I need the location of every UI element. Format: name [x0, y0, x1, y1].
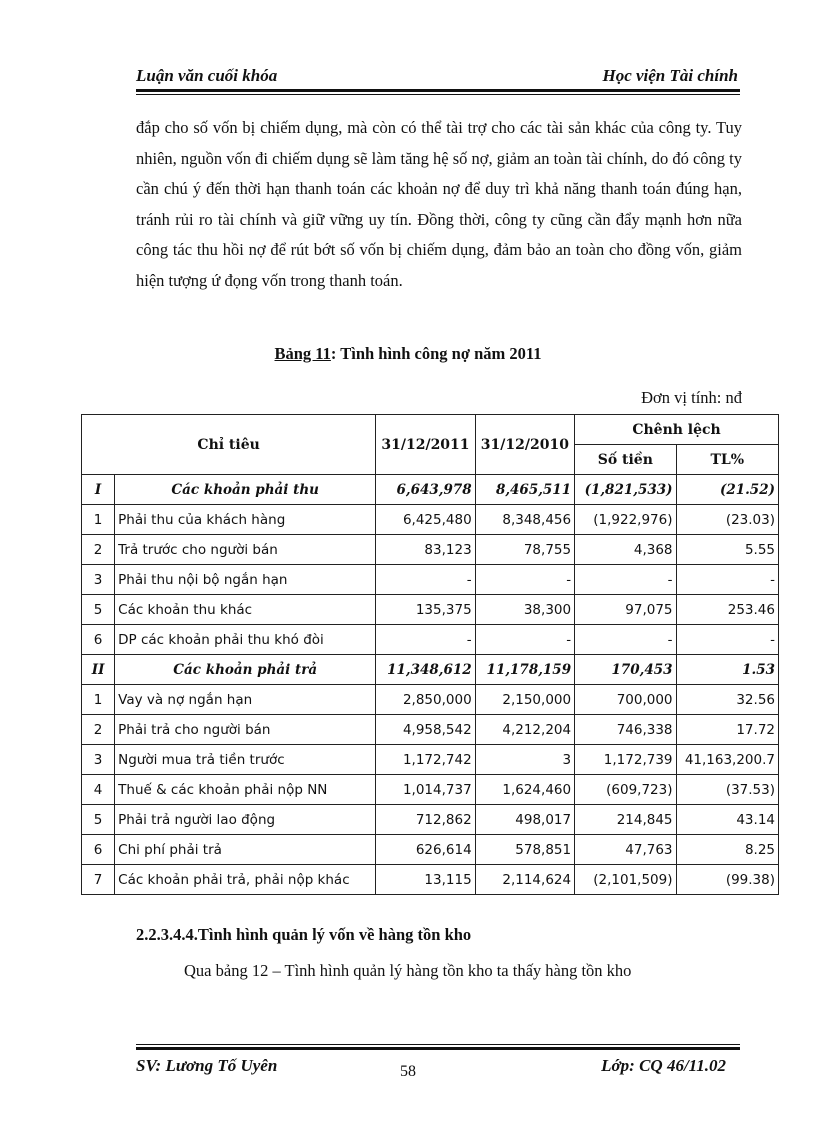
row-value-2010: 3 — [475, 745, 574, 775]
row-value-2011: 6,643,978 — [376, 475, 475, 505]
row-difference-amount: 4,368 — [575, 535, 676, 565]
body-paragraph: đắp cho số vốn bị chiếm dụng, mà còn có thể tài trợ cho các tài sản khác của công ty. Tuy nhiên, nguồn vốn đi chiếm dụng sẽ làm tăng hệ số nợ, giảm an toàn tài chính, do đó công ty cần chú ý đến thời hạn thanh toán các khoản nợ để duy trì khả năng thanh toán đúng hạn, tránh rủi ro tài chính và giữ vững uy tín. Đồng thời, công ty cũng cần đẩy mạnh hơn nữa công tác thu hồi nợ để rút bớt số vốn bị chiếm dụng, đảm bảo an toàn cho đồng vốn, giảm hiện tượng ứ đọng vốn trong thanh toán. — [136, 118, 742, 290]
header-difference: Chênh lệch — [575, 415, 779, 445]
table-unit-note: Đơn vị tính: nđ — [641, 388, 742, 407]
row-number: 3 — [82, 745, 115, 775]
table-row — [82, 745, 779, 775]
table-row — [82, 805, 779, 835]
header-percent: TL% — [676, 445, 778, 475]
row-indicator: Chi phí phải trả — [115, 835, 376, 865]
row-value-2011: 2,850,000 — [376, 685, 475, 715]
table-caption-label: Bảng 11 — [274, 344, 331, 363]
row-difference-percent: 32.56 — [676, 685, 778, 715]
row-difference-percent: (23.03) — [676, 505, 778, 535]
row-value-2010: 11,178,159 — [475, 655, 574, 685]
row-value-2011: 11,348,612 — [376, 655, 475, 685]
footer-rule-thick — [136, 1047, 740, 1050]
table-row — [82, 685, 779, 715]
row-value-2010: 4,212,204 — [475, 715, 574, 745]
header-rule-thin — [136, 94, 740, 95]
row-difference-percent: 43.14 — [676, 805, 778, 835]
table-row — [82, 595, 779, 625]
row-number: 4 — [82, 775, 115, 805]
row-difference-amount: 1,172,739 — [575, 745, 676, 775]
table-row — [82, 865, 779, 895]
table-row — [82, 835, 779, 865]
row-value-2010: 498,017 — [475, 805, 574, 835]
row-difference-amount: 746,338 — [575, 715, 676, 745]
footer-student: SV: Lương Tố Uyên — [136, 1056, 278, 1075]
footer-rule-thin — [136, 1044, 740, 1045]
table-caption — [0, 344, 816, 364]
row-number: 2 — [82, 715, 115, 745]
row-difference-amount: 214,845 — [575, 805, 676, 835]
table-row — [82, 505, 779, 535]
row-difference-percent: (21.52) — [676, 475, 778, 505]
row-value-2010: 38,300 — [475, 595, 574, 625]
row-difference-percent: 5.55 — [676, 535, 778, 565]
row-indicator: Các khoản phải thu — [115, 475, 376, 505]
header-thesis-title: Luận văn cuối khóa — [136, 66, 278, 85]
row-indicator: Vay và nợ ngắn hạn — [115, 685, 376, 715]
table-row — [82, 535, 779, 565]
page-header — [136, 66, 738, 86]
row-difference-percent: 41,163,200.7 — [676, 745, 778, 775]
row-number: I — [82, 475, 115, 505]
row-indicator: Thuế & các khoản phải nộp NN — [115, 775, 376, 805]
row-number: II — [82, 655, 115, 685]
row-indicator: Các khoản thu khác — [115, 595, 376, 625]
row-number: 2 — [82, 535, 115, 565]
row-value-2011: 1,014,737 — [376, 775, 475, 805]
row-value-2010: 578,851 — [475, 835, 574, 865]
row-value-2010: 8,465,511 — [475, 475, 574, 505]
header-2011: 31/12/2011 — [376, 415, 475, 475]
header-2010: 31/12/2010 — [475, 415, 574, 475]
row-value-2010: 2,114,624 — [475, 865, 574, 895]
table-row — [82, 715, 779, 745]
row-difference-percent: 8.25 — [676, 835, 778, 865]
row-value-2010: - — [475, 565, 574, 595]
row-difference-amount: (1,922,976) — [575, 505, 676, 535]
row-number: 6 — [82, 835, 115, 865]
row-number: 7 — [82, 865, 115, 895]
row-indicator: Phải thu của khách hàng — [115, 505, 376, 535]
row-difference-amount: - — [575, 565, 676, 595]
row-difference-percent: (37.53) — [676, 775, 778, 805]
table-row — [82, 655, 779, 685]
row-value-2010: - — [475, 625, 574, 655]
footer-page-number: 58 — [400, 1063, 416, 1080]
row-value-2011: 1,172,742 — [376, 745, 475, 775]
row-value-2011: 83,123 — [376, 535, 475, 565]
body-paragraph-2: Qua bảng 12 – Tình hình quản lý hàng tồn kho ta thấy hàng tồn kho — [184, 961, 632, 980]
row-difference-amount: 170,453 — [575, 655, 676, 685]
header-amount: Số tiền — [575, 445, 676, 475]
row-indicator: Phải trả người lao động — [115, 805, 376, 835]
header-rule-thick — [136, 89, 740, 92]
row-value-2011: 13,115 — [376, 865, 475, 895]
row-number: 3 — [82, 565, 115, 595]
row-difference-percent: 17.72 — [676, 715, 778, 745]
debt-status-table — [81, 414, 779, 895]
row-number: 5 — [82, 805, 115, 835]
footer-class: Lớp: CQ 46/11.02 — [601, 1056, 726, 1075]
row-value-2011: 712,862 — [376, 805, 475, 835]
table-caption-title: : Tình hình công nợ năm 2011 — [330, 344, 542, 363]
row-value-2010: 1,624,460 — [475, 775, 574, 805]
table-row — [82, 775, 779, 805]
table-row — [82, 475, 779, 505]
row-value-2010: 78,755 — [475, 535, 574, 565]
row-indicator: Phải trả cho người bán — [115, 715, 376, 745]
row-indicator: Các khoản phải trả — [115, 655, 376, 685]
row-indicator: DP các khoản phải thu khó đòi — [115, 625, 376, 655]
row-difference-percent: (99.38) — [676, 865, 778, 895]
row-value-2010: 8,348,456 — [475, 505, 574, 535]
row-difference-percent: 253.46 — [676, 595, 778, 625]
row-difference-amount: 47,763 — [575, 835, 676, 865]
header-institution: Học viện Tài chính — [602, 66, 738, 85]
table-body — [82, 475, 779, 895]
row-difference-amount: (2,101,509) — [575, 865, 676, 895]
row-difference-percent: - — [676, 625, 778, 655]
header-indicator: Chỉ tiêu — [82, 415, 376, 475]
row-value-2010: 2,150,000 — [475, 685, 574, 715]
row-indicator: Phải thu nội bộ ngắn hạn — [115, 565, 376, 595]
row-number: 6 — [82, 625, 115, 655]
row-difference-percent: 1.53 — [676, 655, 778, 685]
row-difference-percent: - — [676, 565, 778, 595]
row-number: 1 — [82, 505, 115, 535]
row-value-2011: 4,958,542 — [376, 715, 475, 745]
row-value-2011: 135,375 — [376, 595, 475, 625]
row-difference-amount: 97,075 — [575, 595, 676, 625]
row-difference-amount: - — [575, 625, 676, 655]
row-indicator: Trả trước cho người bán — [115, 535, 376, 565]
row-value-2011: - — [376, 565, 475, 595]
row-indicator: Các khoản phải trả, phải nộp khác — [115, 865, 376, 895]
row-number: 1 — [82, 685, 115, 715]
row-value-2011: - — [376, 625, 475, 655]
row-value-2011: 626,614 — [376, 835, 475, 865]
row-difference-amount: (609,723) — [575, 775, 676, 805]
row-difference-amount: 700,000 — [575, 685, 676, 715]
row-indicator: Người mua trả tiền trước — [115, 745, 376, 775]
row-difference-amount: (1,821,533) — [575, 475, 676, 505]
table-row — [82, 565, 779, 595]
table-row — [82, 625, 779, 655]
row-number: 5 — [82, 595, 115, 625]
section-subheading: 2.2.3.4.4.Tình hình quản lý vốn về hàng tồn kho — [136, 925, 472, 944]
row-value-2011: 6,425,480 — [376, 505, 475, 535]
